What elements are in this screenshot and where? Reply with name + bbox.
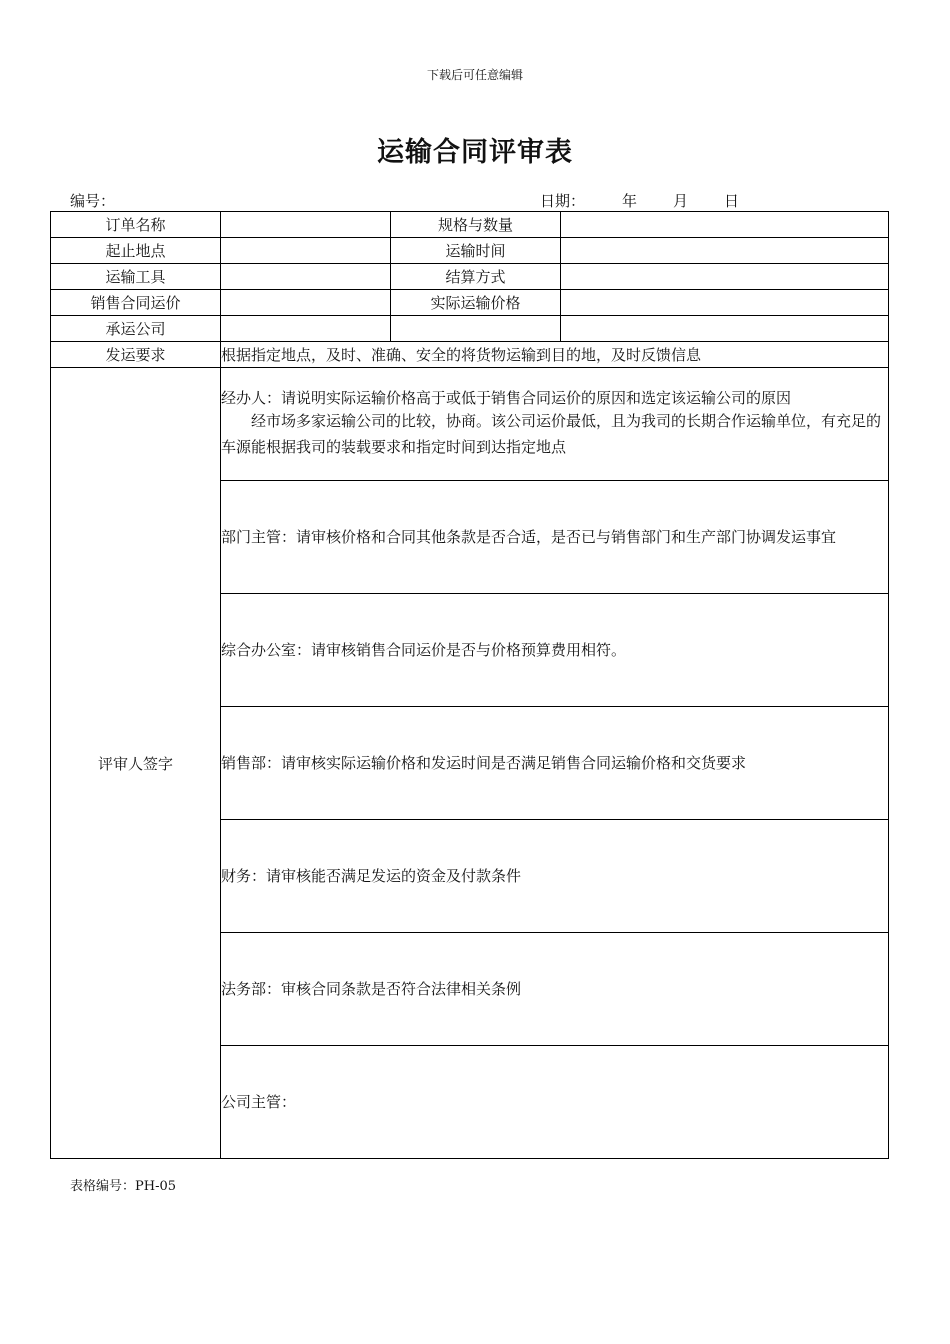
table-row: [51, 290, 889, 316]
shipping-requirement-label: 发运要求: [51, 342, 221, 368]
legal-review-cell[interactable]: [221, 933, 889, 1046]
vehicle-field[interactable]: [221, 264, 391, 290]
general-office-review-cell[interactable]: [221, 594, 889, 707]
shipping-requirement-text: 根据指定地点，及时、准确、安全的将货物运输到目的地，及时反馈信息: [221, 342, 889, 368]
year-label: 年: [622, 192, 638, 210]
spec-quantity-label: 规格与数量: [391, 212, 561, 238]
table-row: [51, 316, 889, 342]
review-row: [51, 368, 889, 481]
handler-review-cell[interactable]: [221, 368, 889, 481]
settlement-label: 结算方式: [391, 264, 561, 290]
carrier-field[interactable]: [221, 316, 391, 342]
finance-review-cell[interactable]: [221, 820, 889, 933]
company-manager-review-cell[interactable]: [221, 1046, 889, 1159]
number-label: 编号：: [70, 192, 116, 210]
settlement-field[interactable]: [561, 264, 889, 290]
handler-review-body: 经市场多家运输公司的比较，协商。该公司运价最低，且为我司的长期合作运输单位，有充足的车源能根据我司的装载要求和指定时间到达指定地点: [221, 412, 882, 456]
finance-review-prompt: 财务：请审核能否满足发运的资金及付款条件: [221, 867, 522, 885]
actual-price-label: 实际运输价格: [391, 290, 561, 316]
route-label: 起止地点: [51, 238, 221, 264]
spec-quantity-field[interactable]: [561, 212, 889, 238]
table-row: [51, 264, 889, 290]
dept-manager-review-prompt: 部门主管：请审核价格和合同其他条款是否合适，是否已与销售部门和生产部门协调发运事宜: [221, 528, 837, 546]
table-row: [51, 342, 889, 368]
route-field[interactable]: [221, 238, 391, 264]
page-title: 运输合同评审表: [377, 137, 573, 168]
general-office-review-prompt: 综合办公室：请审核销售合同运价是否与价格预算费用相符。: [221, 641, 627, 659]
transport-time-label: 运输时间: [391, 238, 561, 264]
legal-review-prompt: 法务部：审核合同条款是否符合法律相关条例: [221, 980, 522, 998]
handler-review-prompt: 经办人：请说明实际运输价格高于或低于销售合同运价的原因和选定该运输公司的原因: [221, 389, 792, 407]
month-label: 月: [673, 192, 689, 210]
order-name-label: 订单名称: [51, 212, 221, 238]
dept-manager-review-cell[interactable]: [221, 481, 889, 594]
vehicle-label: 运输工具: [51, 264, 221, 290]
table-row: [51, 212, 889, 238]
header-note: 下载后可任意编辑: [426, 68, 523, 82]
order-name-field[interactable]: [221, 212, 391, 238]
carrier-field-2[interactable]: [391, 316, 561, 342]
sales-review-cell[interactable]: [221, 707, 889, 820]
contract-review-table: [50, 211, 889, 1159]
reviewer-signature-label: 评审人签字: [51, 368, 221, 1159]
date-label: 日期：: [540, 192, 586, 210]
form-number-note: 表格编号：PH-05: [70, 1179, 177, 1194]
contract-freight-label: 销售合同运价: [51, 290, 221, 316]
carrier-label: 承运公司: [51, 316, 221, 342]
carrier-field-3[interactable]: [561, 316, 889, 342]
table-row: [51, 238, 889, 264]
company-manager-review-prompt: 公司主管：: [221, 1093, 297, 1111]
sales-review-prompt: 销售部：请审核实际运输价格和发运时间是否满足销售合同运输价格和交货要求: [221, 754, 747, 772]
day-label: 日: [724, 192, 740, 210]
actual-price-field[interactable]: [561, 290, 889, 316]
contract-freight-field[interactable]: [221, 290, 391, 316]
transport-time-field[interactable]: [561, 238, 889, 264]
